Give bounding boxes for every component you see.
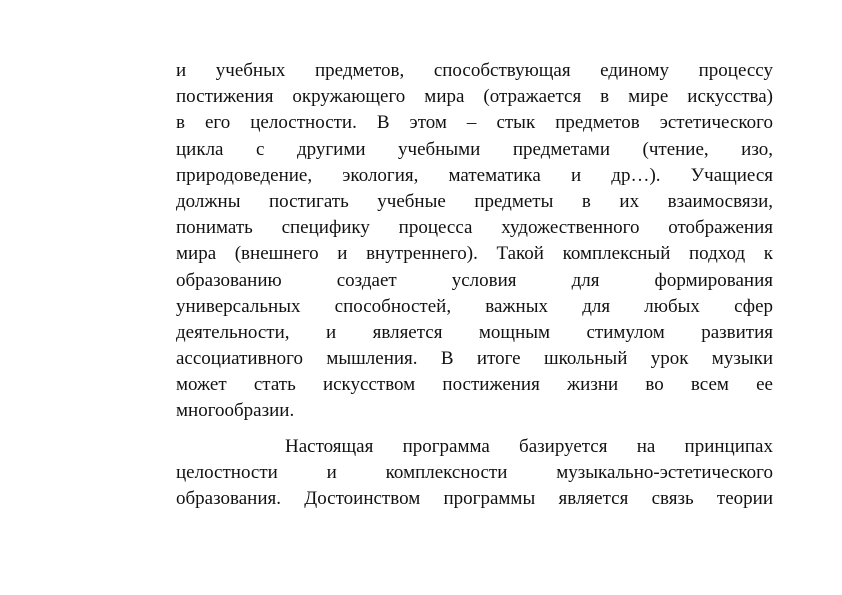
text-line: понимать специфику процесса художественного отображения: [176, 217, 773, 239]
text-line: и учебных предметов, способствующая единому процессу: [176, 60, 773, 81]
text-line: образованию создает условия для формирования: [176, 269, 773, 291]
text-line: образования. Достоинством программы является связь теории: [176, 488, 773, 509]
text-line: природоведение, экология, математика и др…). Учащиеся: [176, 164, 773, 186]
text-line: может стать искусством постижения жизни во всем ее: [176, 374, 773, 396]
text-line: в его целостности. В этом – стык предметов эстетического: [176, 112, 773, 134]
text-line: цикла с другими учебными предметами (чтение, изо,: [176, 138, 773, 160]
text-line: Настоящая программа базируется на принципах: [285, 435, 773, 457]
text-line: постижения окружающего мира (отражается в мире искусства): [176, 86, 773, 108]
text-line: мира (внешнего и внутреннего). Такой комплексный подход к: [176, 243, 773, 265]
text-line: универсальных способностей, важных для любых сфер: [176, 295, 773, 317]
text-line: многообразии.: [176, 400, 295, 422]
text-line: ассоциативного мышления. В итоге школьный урок музыки: [176, 348, 773, 370]
paragraph: [176, 58, 773, 425]
text-line: должны постигать учебные предметы в их взаимосвязи,: [176, 190, 773, 212]
body-text: [176, 58, 773, 512]
text-line: деятельности, и является мощным стимулом развития: [176, 321, 773, 343]
text-line: целостности и комплексности музыкально-эстетического: [176, 461, 773, 483]
paragraph: [176, 434, 773, 513]
